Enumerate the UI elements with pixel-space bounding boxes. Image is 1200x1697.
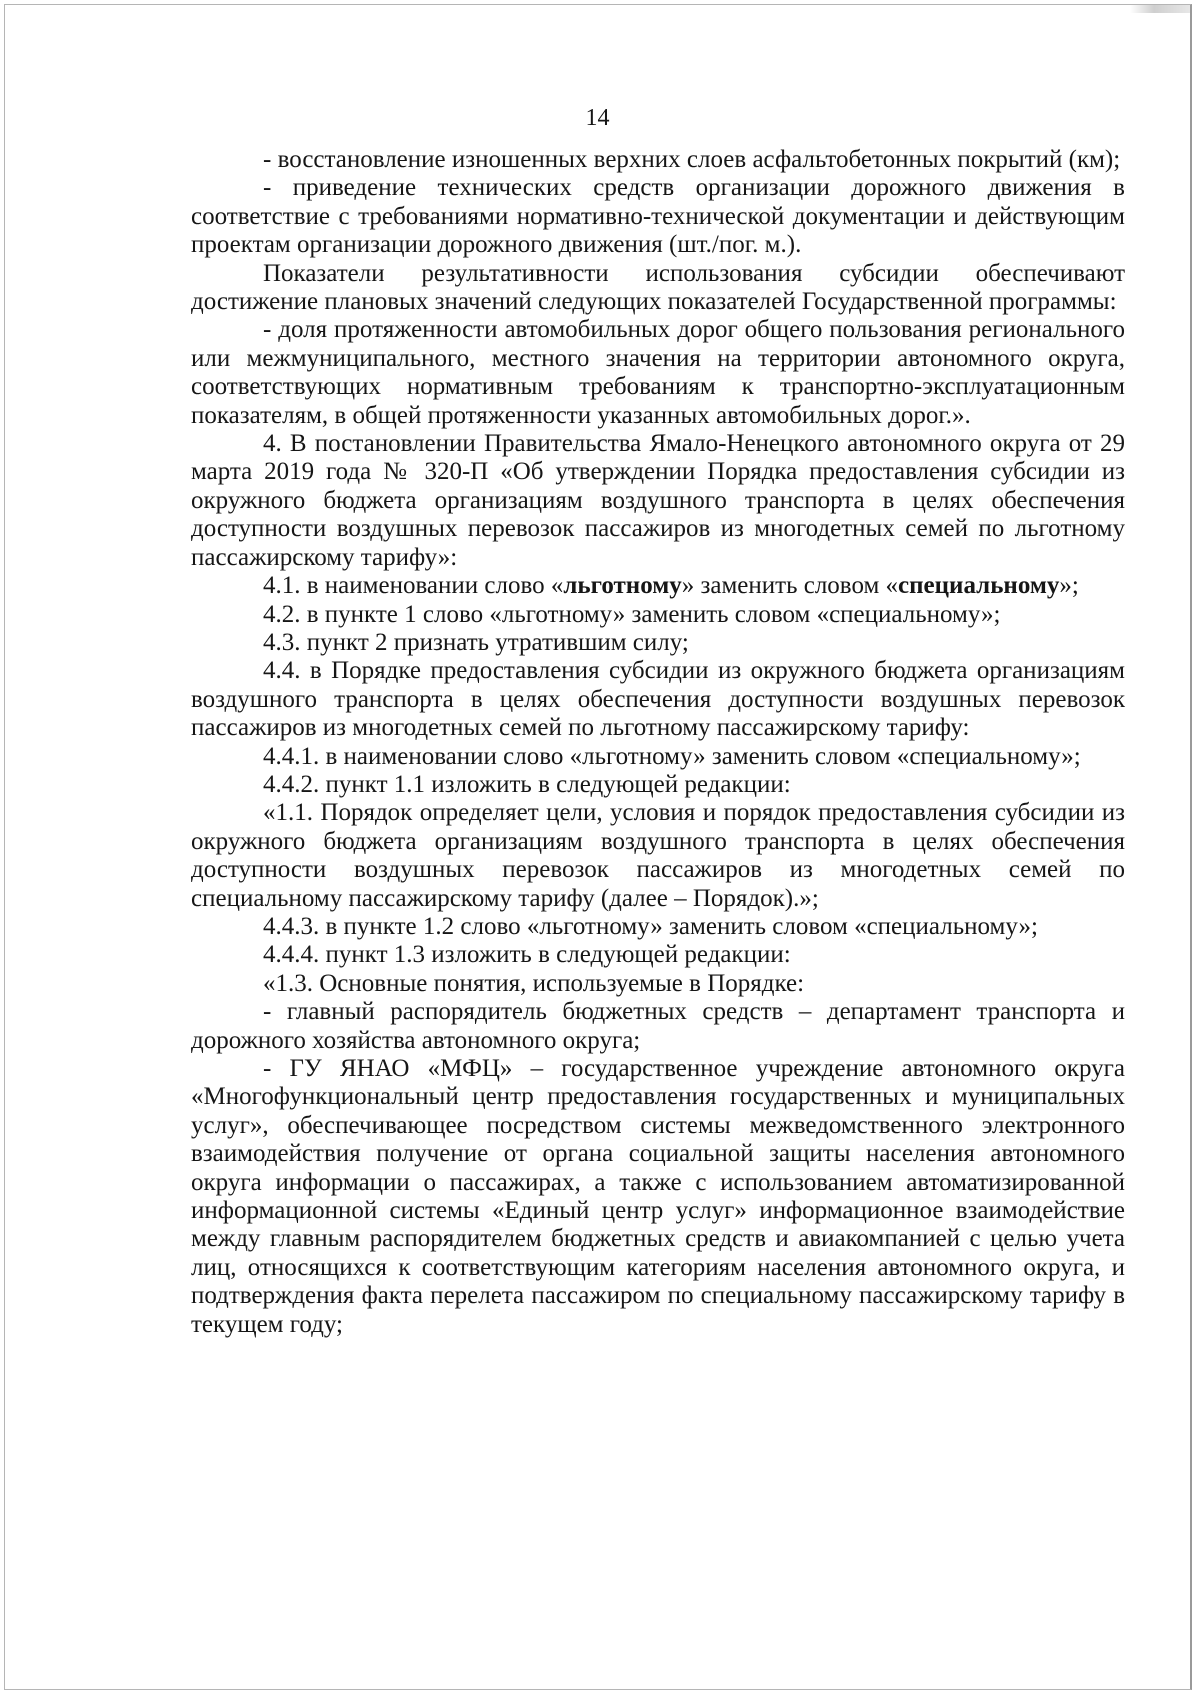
paragraph-1: - восстановление изношенных верхних слоев асфальтобетонных покрытий (км); — [263, 146, 1121, 173]
paragraph-2: - приведение технических средств организации дорожного движения в соответствие с требованиями нормативно-технической документации и действующим проектам организации дорожного движения (шт./пог. м.). — [191, 174, 1125, 259]
paragraph-6-suffix: »; — [1059, 572, 1079, 600]
paragraph-9: 4.4. в Порядке предоставления субсидии из окружного бюджета организациям воздушного транспорта в целях обеспечения доступности воздушных перевозок пассажиров из многодетных семей по льготному пассажирскому тарифу: — [191, 657, 1125, 742]
scan-artifact — [1130, 5, 1190, 13]
paragraph-11: 4.4.2. пункт 1.1 изложить в следующей редакции: — [263, 770, 791, 798]
paragraph-8: 4.3. пункт 2 признать утратившим силу; — [263, 628, 689, 656]
document-page — [4, 4, 1192, 1690]
paragraph-16: - главный распорядитель бюджетных средств – департамент транспорта и дорожного хозяйства автономного округа; — [191, 998, 1125, 1054]
paragraph-6-middle: » заменить словом « — [681, 572, 899, 600]
paragraph-15: «1.3. Основные понятия, используемые в Порядке: — [263, 969, 805, 997]
page-number: 14 — [585, 105, 610, 131]
paragraph-13: 4.4.3. в пункте 1.2 слово «льготному» заменить словом «специальному»; — [263, 912, 1038, 940]
paragraph-10: 4.4.1. в наименовании слово «льготному» заменить словом «специальному»; — [263, 742, 1081, 770]
paragraph-7: 4.2. в пункте 1 слово «льготному» заменить словом «специальному»; — [263, 600, 1001, 628]
document-body — [191, 146, 1125, 1339]
paragraph-6-bold-word-2: специальному — [898, 572, 1060, 600]
paragraph-14: 4.4.4. пункт 1.3 изложить в следующей редакции: — [263, 941, 791, 969]
paragraph-17: - ГУ ЯНАО «МФЦ» – государственное учреждение автономного округа «Многофункциональный центр предоставления государственных и муниципальных услуг», обеспечивающее посредством системы межведомственного электронного взаимодействия получение от органа социальной защиты населения автономного округа информации о пассажирах, а также с использованием автоматизированной информационной системы «Единый центр услуг» информационное взаимодействие между главным распорядителем бюджетных средств и авиакомпанией с целью учета лиц, относящихся к соответствующим категориям населения автономного округа, и подтверждения факта перелета пассажиром по специальному пассажирскому тарифу в текущем году; — [191, 1055, 1125, 1338]
paragraph-5: 4. В постановлении Правительства Ямало-Ненецкого автономного округа от 29 марта 2019 года № 320-П «Об утверждении Порядка предоставления субсидии из окружного бюджета организациям воздушного транспорта в целях обеспечения доступности воздушных перевозок пассажиров из многодетных семей по льготному пассажирскому тарифу»: — [191, 430, 1125, 571]
paragraph-4: - доля протяженности автомобильных дорог общего пользования регионального или межмуниципального, местного значения на территории автономного округа, соответствующих нормативным требованиям к транспортно-эксплуатационным показателям, в общей протяженности указанных автомобильных дорог.». — [191, 316, 1125, 429]
paragraph-3: Показатели результативности использования субсидии обеспечивают достижение плановых значений следующих показателей Государственной программы: — [191, 259, 1125, 316]
paragraph-12: «1.1. Порядок определяет цели, условия и порядок предоставления субсидии из окружного бюджета организациям воздушного транспорта в целях обеспечения доступности воздушных перевозок пассажиров из многодетных семей по специальному пассажирскому тарифу (далее – Порядок).»; — [191, 799, 1125, 912]
paragraph-6 — [191, 572, 1125, 600]
paragraph-6-prefix: 4.1. в наименовании слово « — [263, 572, 564, 600]
paragraph-6-bold-word-1: льготному — [563, 572, 682, 600]
